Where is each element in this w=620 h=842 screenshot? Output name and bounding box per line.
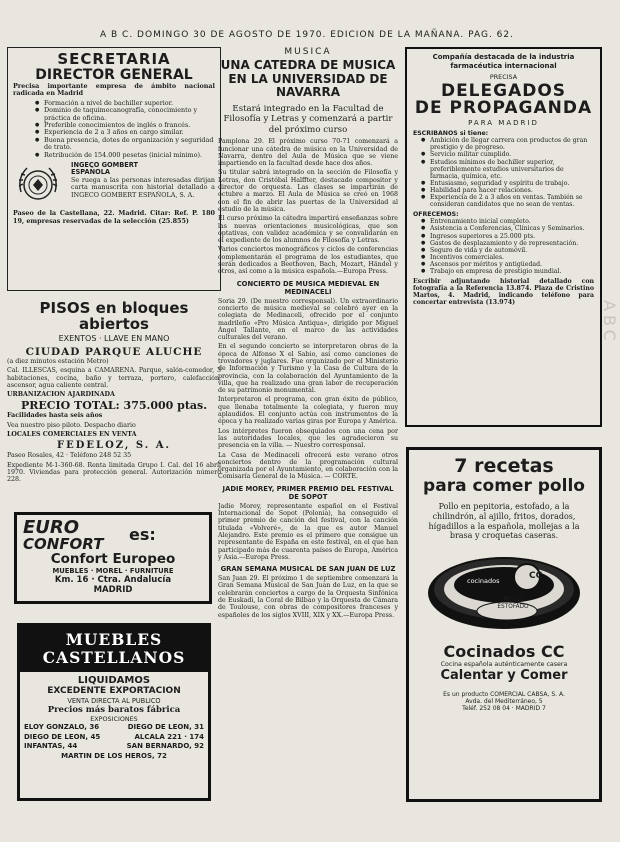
requirements-list bbox=[413, 137, 594, 208]
secretaria-body: Se ruega a las personas interesadas dirijan carta manuscrita con historial detallado a INGECO GOMBERT ESPAÑOLA, S. A. bbox=[71, 175, 215, 199]
pisos-place-note: (a diez minutos estación Metro) bbox=[7, 358, 109, 365]
list-item: ● Preferible conocimientos de inglés o francés. bbox=[35, 122, 215, 129]
cocinados-brand: Cocinados CC bbox=[443, 642, 565, 662]
address-cell: ALCALA 221 · 174 bbox=[134, 732, 204, 741]
requirements-heading: ESCRIBANOS si tiene: bbox=[413, 130, 489, 138]
muebles-precios: Precios más baratos fábrica bbox=[47, 705, 181, 715]
cocinados-tagline: Cocina española auténticamente casera bbox=[440, 661, 568, 669]
ad-muebles bbox=[17, 623, 211, 801]
pisos-company-address: Paseo Rosales, 42 · Teléfono 248 52 35 bbox=[7, 452, 132, 460]
cocinados-phone: Teléf. 252 08 04 · MADRID 7 bbox=[462, 705, 546, 713]
list-item: ● Ingresos superiores a 25.000 pts. bbox=[421, 233, 594, 240]
address-row bbox=[24, 752, 204, 762]
list-item: ● Ascensos por méritos y antigüedad. bbox=[421, 261, 594, 268]
pisos-place: CIUDAD PARQUE ALUCHE bbox=[25, 346, 203, 358]
list-item: ● Entusiasmo, seguridad y espíritu de trabajo. bbox=[421, 180, 594, 187]
article-paragraph: Varios conciertos monográficos y ciclos de conferencias complementarán el programa de los estudiantes, que serán dedicados a Beethoven, Bach, Mozart, Händel y otros, así como a la música española.—Europa Press. bbox=[218, 246, 398, 276]
euro-brand: EURO bbox=[23, 517, 80, 538]
pisos-facilities: Facilidades hasta seis años bbox=[7, 412, 103, 420]
list-item: ● Trabajo en empresa de prestigio mundial. bbox=[421, 268, 594, 275]
article-paragraph: El curso próximo la cátedra impartirá enseñanzas sobre las nuevas orientaciones musicológicas, que son optativas, con validez académica y se convalidarán en el expediente de los alumnos de Filosofía y Letras. bbox=[218, 215, 398, 245]
address-row bbox=[24, 742, 204, 752]
euro-road: Km. 16 · Ctra. Andalucía bbox=[54, 575, 172, 585]
address-cell: INFANTAS, 44 bbox=[24, 742, 78, 750]
article-subhead: CONCIERTO DE MUSICA MEDIEVAL EN MEDINACELI bbox=[236, 279, 380, 296]
secretaria-title: SECRETARIA bbox=[57, 50, 171, 68]
article-deck: Estará integrado en la Facultad de Filosofía y Letras y comenzará a partir del próximo curso bbox=[223, 103, 393, 135]
ingeco-country: ESPAÑOLA bbox=[71, 168, 111, 177]
list-item: ● Dominio de taquimecanografía, conocimiento y práctica de oficina. bbox=[35, 107, 215, 122]
cocinados-address: Avda. del Mediterráneo, 5 bbox=[465, 698, 543, 706]
euro-es: es: bbox=[129, 525, 156, 544]
address-row bbox=[24, 723, 204, 733]
pisos-urban: URBANIZACION AJARDINADA bbox=[7, 391, 115, 399]
secretaria-requirements bbox=[13, 100, 215, 159]
offers-list bbox=[413, 218, 594, 275]
masthead: A B C. DOMINGO 30 DE AGOSTO DE 1970. EDICION DE LA MAÑANA. PAG. 62. bbox=[100, 30, 514, 40]
ingeco-logo bbox=[13, 162, 71, 210]
list-item: ● Entrenamiento inicial completo. bbox=[421, 218, 594, 225]
laurel-emblem-icon bbox=[13, 162, 63, 208]
section-label: MUSICA bbox=[284, 47, 332, 57]
euro-city: MADRID bbox=[93, 585, 133, 595]
list-item: ● Seguro de vida y de automóvil. bbox=[421, 247, 594, 254]
delegados-title: DELEGADOS bbox=[440, 81, 567, 102]
article-headline: UNA CATEDRA DE MUSICA EN LA UNIVERSIDAD DE NAVARRA bbox=[220, 58, 396, 99]
address-cell: ELOY GONZALO, 36 bbox=[24, 723, 100, 731]
list-item: ● Retribución de 154.000 pesetas (inicial mínimo). bbox=[35, 152, 215, 159]
article-paragraph: Jadie Morey, representante español en el Festival Internacional de Sopot (Polonia), ha conseguido el primer premio de canción del festival, con la canción titulada «Volveré», de la que es autor Manuel Alejandro. Este premio es el primero que consigue un representante de España en este festival, en el que han participado más de cuarenta países de Europa, América y Asia.—Europa Press. bbox=[218, 502, 398, 561]
ad-cocinados bbox=[406, 447, 602, 802]
address-row bbox=[24, 733, 204, 743]
muebles-addresses bbox=[24, 723, 204, 761]
cocinados-headline2: para comer pollo bbox=[423, 476, 585, 496]
lid-cc: CC bbox=[529, 571, 543, 581]
list-item: ● Incentivos comerciales. bbox=[421, 254, 594, 261]
address-cell: MARTIN DE LOS HEROS, 72 bbox=[61, 751, 167, 760]
list-item: ● Experiencia de 2 a 3 años en ventas. También se consideran candidatos que no sean de ventas. bbox=[421, 194, 594, 208]
secretaria-address: Paseo de la Castellana, 22. Madrid. Citar: Ref. P. 180 19, empresas reservadas de la selección (25.855) bbox=[13, 209, 215, 225]
article-paragraph: Pamplona 29. El próximo curso 70-71 comenzará a funcionar una cátedra de música en la Universidad de Navarra, dentro del Aula de Música que se viene impartiendo en la facultad desde hace dos años. bbox=[218, 138, 398, 168]
pisos-expediente: Expediente M-1-360-68. Renta limitada Grupo I. Cal. del 16 abril 1970. Viviendas para protección general. Autorización número 228. bbox=[7, 461, 221, 484]
pisos-title: PISOS en bloques abiertos bbox=[39, 299, 189, 333]
can-label bbox=[493, 597, 533, 610]
muebles-excedente: EXCEDENTE EXPORTACION bbox=[47, 686, 181, 696]
article-paragraph: Los intérpretes fueron obsequiados con una cena por las autoridades locales, que les agradecieron su presencia en la villa. — Nuestro corresponsal. bbox=[218, 427, 398, 450]
article-paragraph: En el segundo concierto se interpretaron obras de la época de Alfonso X el Sabio, así como canciones de trovadores y juglares. Fue organizado por el Ministerio de Información y Turismo y la Casa de Cultura de la provincia, con la colaboración del Ayuntamiento de la villa, que ha realizado una gran labor de recuperación de su patrimonio monumental. bbox=[218, 343, 398, 395]
list-item: ● Gastos de desplazamiento y de representación. bbox=[421, 240, 594, 247]
list-item: ● Formación a nivel de bachiller superior. bbox=[35, 100, 215, 107]
label-line: ESTOFADO bbox=[497, 603, 529, 610]
propaganda-title: DE PROPAGANDA bbox=[414, 98, 593, 119]
secretaria-intro: Precisa importante empresa de ámbito nacional radicada en Madrid bbox=[13, 82, 215, 98]
list-item: ● Experiencia de 2 a 3 años en cargo similar. bbox=[35, 129, 215, 136]
address-cell: SAN BERNARDO, 92 bbox=[126, 742, 204, 750]
delegados-city: PARA MADRID bbox=[468, 119, 539, 128]
label-line: POLLO bbox=[503, 597, 523, 603]
article-music bbox=[218, 47, 398, 837]
delegados-top: Compañía destacada de la industria farmacéutica internacional bbox=[432, 53, 575, 70]
delegados-precisa: PRECISA bbox=[489, 73, 518, 82]
list-item: ● Ambición de llegar carrera con productos de gran prestigio y de progreso. bbox=[421, 137, 594, 151]
lid-brand: cocinados bbox=[467, 577, 500, 585]
list-item: ● Servicio militar cumplido. bbox=[421, 151, 594, 158]
article-subhead: GRAN SEMANA MUSICAL DE SAN JUAN DE LUZ bbox=[220, 565, 396, 574]
address-cell: DIEGO DE LEON, 31 bbox=[127, 723, 204, 731]
cocinados-intro: Pollo en pepitoria, estofado, a la chilindrón, al ajillo, fritos, dorados, hígadillos a la española, mollejas a la brasa y croquetas caseras. bbox=[428, 502, 580, 541]
cocinados-slogan: Calentar y Comer bbox=[440, 668, 568, 684]
confort-brand: CONFORT bbox=[23, 535, 104, 553]
cocinados-headline1: 7 recetas bbox=[454, 455, 554, 477]
article-subhead: JADIE MOREY, PRIMER PREMIO DEL FESTIVAL DE SOPOT bbox=[222, 484, 394, 501]
muebles-venta: VENTA DIRECTA AL PUBLICO bbox=[67, 697, 161, 705]
pisos-company: FEDELOZ, S. A. bbox=[57, 440, 171, 452]
ad-pisos bbox=[7, 300, 221, 500]
cocinados-distributor: Es un producto COMERCIAL CABSA, S. A. bbox=[443, 691, 565, 699]
tin-can-icon bbox=[409, 545, 599, 635]
ad-delegados bbox=[405, 47, 602, 427]
muebles-title: MUEBLES CASTELLANOS bbox=[20, 626, 208, 672]
article-paragraph: Su titular sabrá integrado en la sección de Filosofía y Letras, don Cristóbal Halffter, destacado compositor y director de orquesta. Las clases se impartirán de octubre a marzo. El Aula de Música se creó en 1968 con el fin de abrir las puertas de la Universidad al estudio de la música. bbox=[218, 169, 398, 213]
pisos-price: PRECIO TOTAL: 375.000 ptas. bbox=[20, 399, 208, 413]
pisos-body: Cal. ILLESCAS, esquina a CAMARENA. Parque, salón-comedor, 3 habitaciones, cocina, baño y terraza, portero, calefacción, ascensor, agua caliente central. bbox=[7, 367, 221, 389]
ad-euroconfort bbox=[14, 512, 212, 604]
pisos-subtitle: EXENTOS · LLAVE EN MANO bbox=[58, 334, 170, 343]
list-item: ● Asistencia a Conferencias, Clínicas y Seminarios. bbox=[421, 225, 594, 232]
euro-name: Confort Europeo bbox=[50, 551, 176, 567]
pisos-visit: Vea nuestro piso piloto. Despacho diario bbox=[7, 421, 136, 429]
list-item: ● Estudios mínimos de bachiller superior, preferiblemente estudios universitarios de farmacia, química, etc. bbox=[421, 159, 594, 180]
euro-list: MUEBLES · MOREL · FURNITURE bbox=[52, 567, 174, 575]
list-item: ● Buena presencia, dotes de organización y seguridad de trato. bbox=[35, 137, 215, 152]
ad-secretaria bbox=[7, 47, 221, 291]
list-item: ● Habilidad para hacer relaciones. bbox=[421, 187, 594, 194]
article-paragraph: Soria 29. (De nuestro corresponsal). Un extraordinario concierto de música medieval se celebró ayer en la colegiata de Medinaceli, ofrecido por el conjunto madrileño «Pro Música Antiqua», dirigido por Miguel Ángel Tallante, en el marco de las actividades culturales del verano. bbox=[218, 297, 398, 342]
address-cell: DIEGO DE LEON, 45 bbox=[24, 732, 101, 741]
director-title: DIRECTOR GENERAL bbox=[35, 67, 193, 83]
ingeco-name: INGECO GOMBERT bbox=[71, 161, 139, 170]
watermark: ABC bbox=[600, 300, 619, 345]
muebles-direcciones: EXPOSICIONES bbox=[90, 715, 138, 723]
article-paragraph: Interpretaron el programa, con gran éxito de público, que llenaba totalmente la colegiata, y fueron muy aplaudidos. El conjunto actúa con instrumentos de la época y ha realizado varias giras por Europa y América. bbox=[218, 396, 398, 426]
article-paragraph: San Juan 29. El próximo 1 de septiembre comenzará la Gran Semana Musical de San Juan de Luz, en la que se celebrarán conciertos a cargo de la Orquesta Sinfónica de Euskadi, la Coral de Bilbao y la Orquesta de Cámara de Toulouse, con obras de compositores franceses y españoles de los siglos XVIII, XIX y XX.—Europa Press. bbox=[218, 575, 398, 619]
offers-heading: OFRECEMOS: bbox=[413, 211, 459, 219]
article-paragraph: La Casa de Medinaceli ofrecerá este verano otros conciertos dentro de la programación cultural organizada por el Ayuntamiento, en colaboración con la Comisaría General de la Música. — CORTE. bbox=[218, 451, 398, 481]
muebles-liquidamos: LIQUIDAMOS bbox=[77, 675, 151, 686]
pisos-locales: LOCALES COMERCIALES EN VENTA bbox=[7, 431, 137, 439]
delegados-footer: Escribir adjuntando historial detallado con fotografía a la Referencia 13.874. Plaza de Cristino Martos, 4. Madrid, indicando teléfono para concertar entrevista (13.974) bbox=[413, 278, 594, 307]
